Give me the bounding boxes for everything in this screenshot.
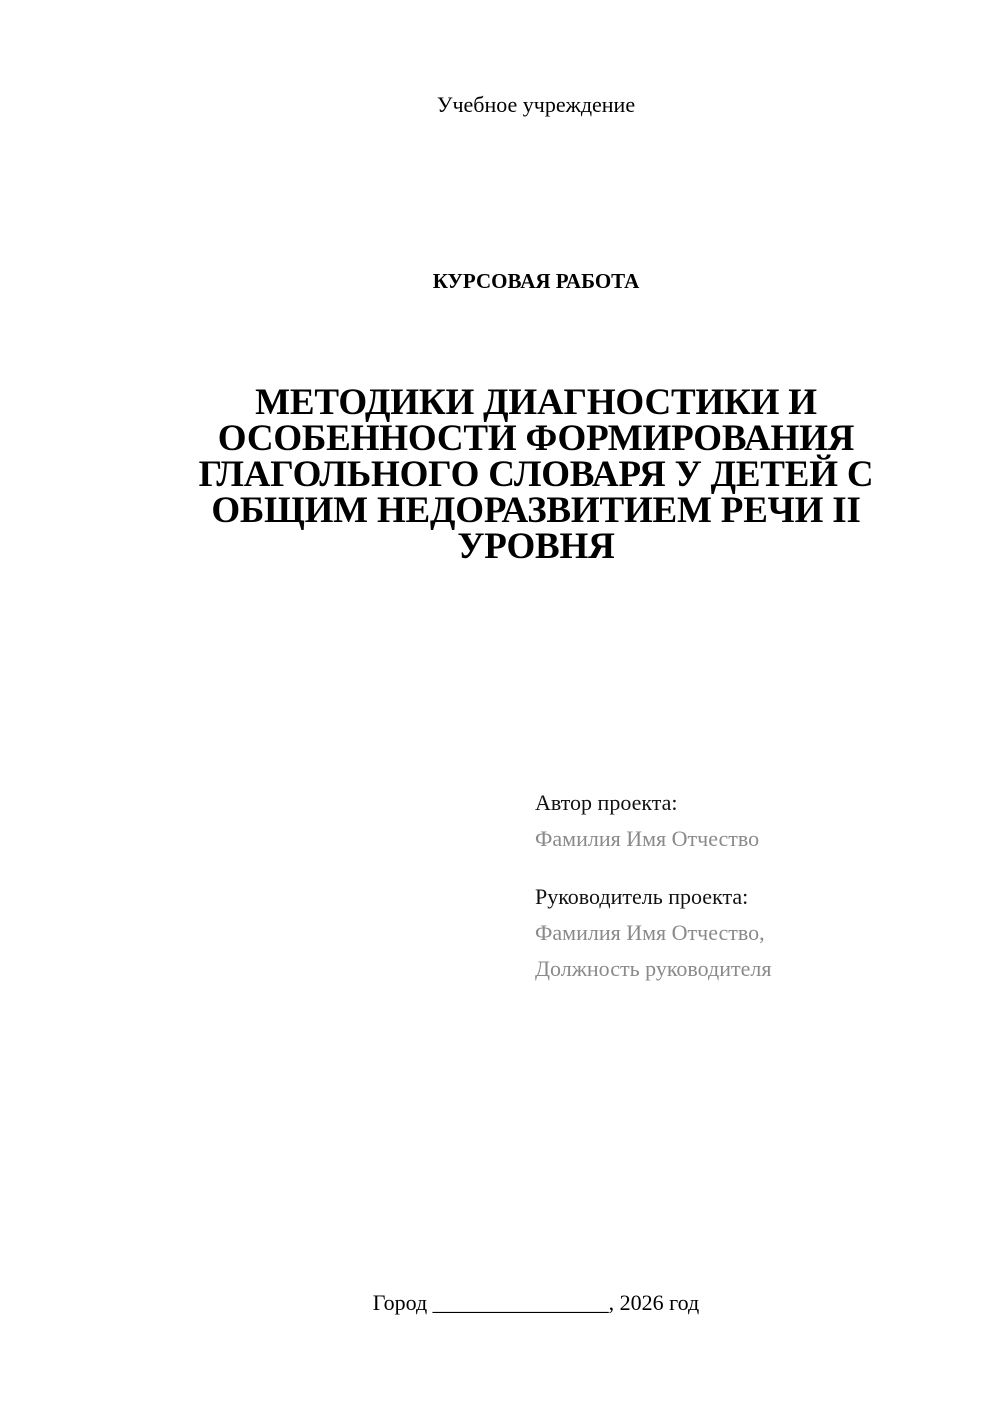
work-title-line: ОБЩИМ НЕДОРАЗВИТИЕМ РЕЧИ II <box>211 490 861 531</box>
city-blank: ________________ <box>432 1290 609 1315</box>
document-type: КУРСОВАЯ РАБОТА <box>432 269 640 293</box>
supervisor-position: Должность руководителя <box>535 956 772 981</box>
work-title-line: ОСОБЕННОСТИ ФОРМИРОВАНИЯ <box>217 418 855 459</box>
work-title-line: УРОВНЯ <box>457 526 615 567</box>
supervisor-name: Фамилия Имя Отчество, <box>535 920 765 945</box>
author-block <box>535 785 975 857</box>
city-label: Город <box>372 1290 428 1315</box>
year-text: , 2026 год <box>608 1290 700 1315</box>
work-title-line: МЕТОДИКИ ДИАГНОСТИКИ И <box>255 382 817 423</box>
author-name: Фамилия Имя Отчество <box>535 826 760 851</box>
credits-block <box>535 785 975 987</box>
supervisor-label: Руководитель проекта: <box>535 884 749 909</box>
supervisor-block <box>535 879 975 987</box>
city-year-line <box>0 1288 1000 1318</box>
work-title <box>150 382 922 567</box>
author-label: Автор проекта: <box>535 790 678 815</box>
institution-name: Учебное учреждение <box>436 92 636 117</box>
work-title-line: ГЛАГОЛЬНОГО СЛОВАРЯ У ДЕТЕЙ С <box>198 454 874 495</box>
